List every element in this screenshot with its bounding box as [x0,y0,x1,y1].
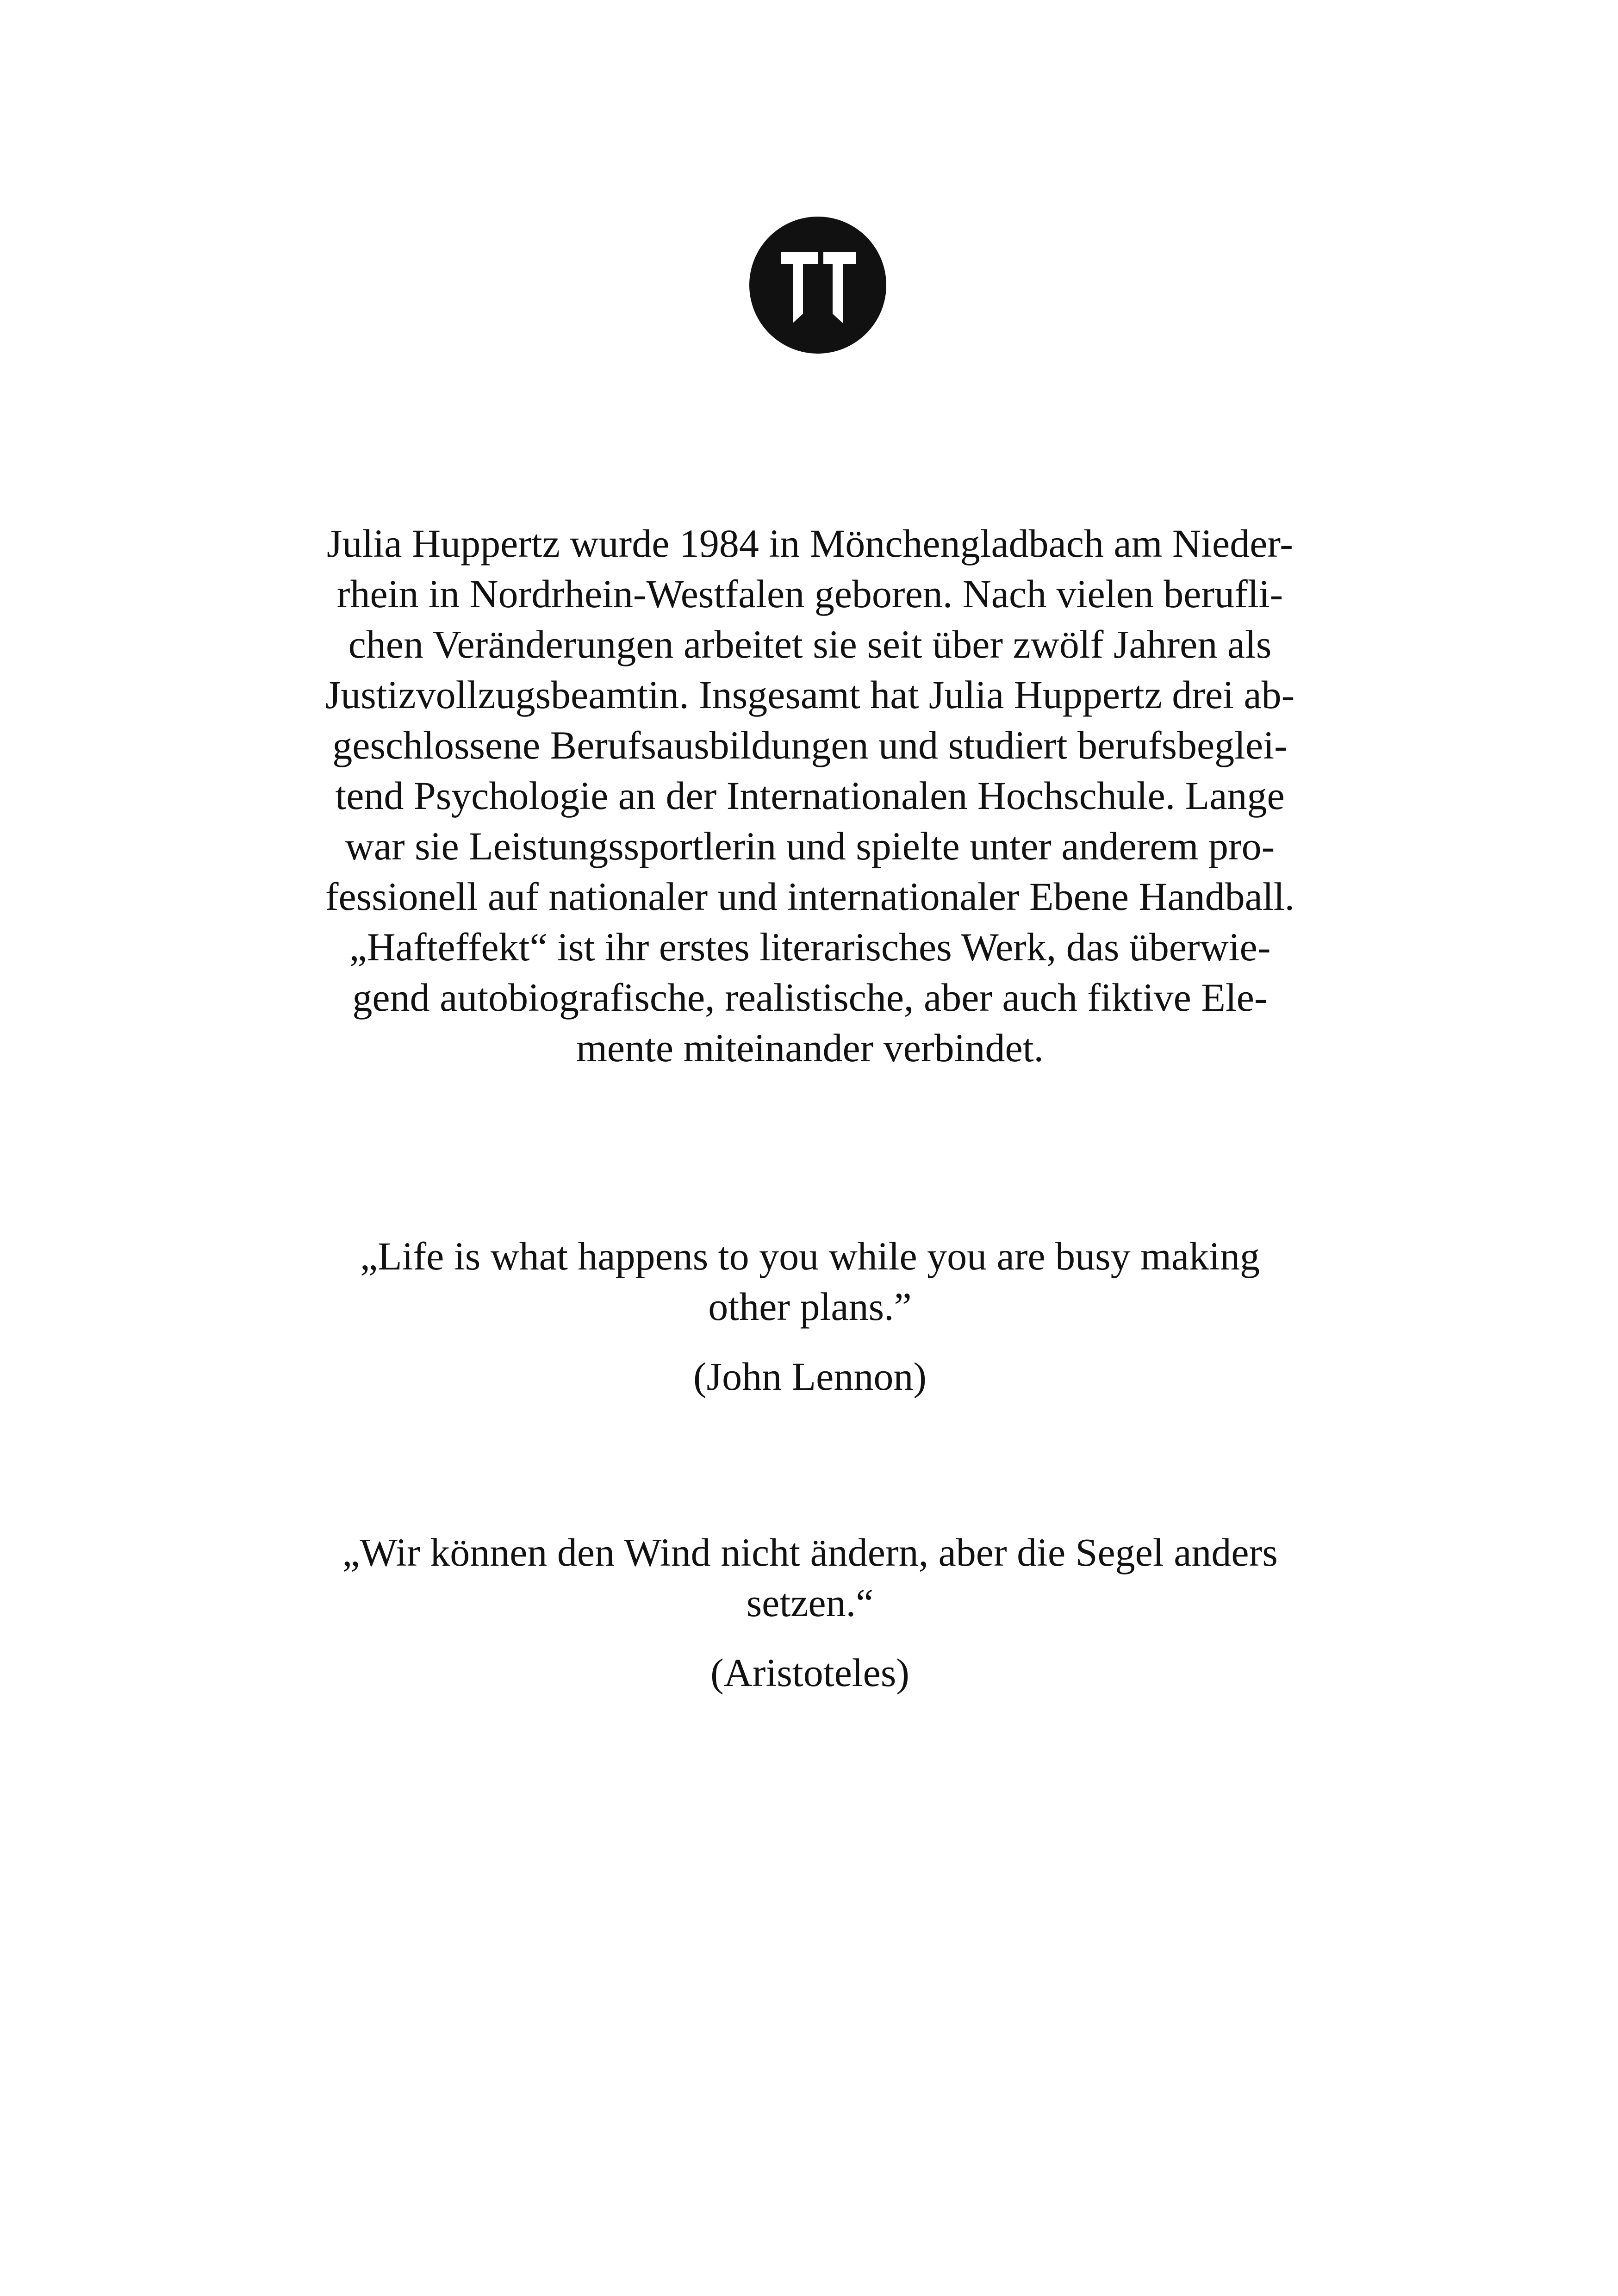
quote-text-line: setzen.“ [746,1580,874,1625]
biography-line: war sie Leistungssportlerin und spielte unter anderem pro- [345,824,1275,868]
biography-line: gend autobiografische, realistische, aber auch fiktive Ele- [352,975,1268,1020]
biography-line: rhein in Nordrhein-Westfalen geboren. Nach vielen berufli- [336,572,1283,616]
publisher-logo-icon [748,216,887,355]
biography-line: chen Veränderungen arbeitet sie seit über zwölf Jahren als [348,622,1272,666]
biography-line: mente miteinander verbindet. [576,1026,1044,1070]
biography-line: tend Psychologie an der Internationalen Hochschule. Lange [335,773,1285,818]
biography-line: Justizvollzugsbeamtin. Insgesamt hat Julia Huppertz drei ab- [325,672,1295,717]
quote-author: (Aristoteles) [710,1650,909,1695]
quote-aristoteles [194,1527,1425,1698]
quote-text-line: „Life is what happens to you while you are busy making [360,1234,1260,1278]
biography-line: geschlossene Berufsausbildungen und studiert berufsbeglei- [332,723,1288,767]
quote-author: (John Lennon) [693,1354,927,1399]
author-biography [194,518,1425,1073]
publisher-logo [748,216,887,355]
biography-line: fessionell auf nationaler und internationaler Ebene Handball. [325,874,1295,919]
quote-lennon [194,1231,1425,1402]
quote-text-line: other plans.” [708,1284,912,1329]
biography-line: „Hafteffekt“ ist ihr erstes literarisches Werk, das überwie- [349,925,1271,969]
quote-text-line: „Wir können den Wind nicht ändern, aber die Segel anders [342,1530,1278,1574]
biography-line: Julia Huppertz wurde 1984 in Mönchengladbach am Nieder- [327,521,1293,566]
